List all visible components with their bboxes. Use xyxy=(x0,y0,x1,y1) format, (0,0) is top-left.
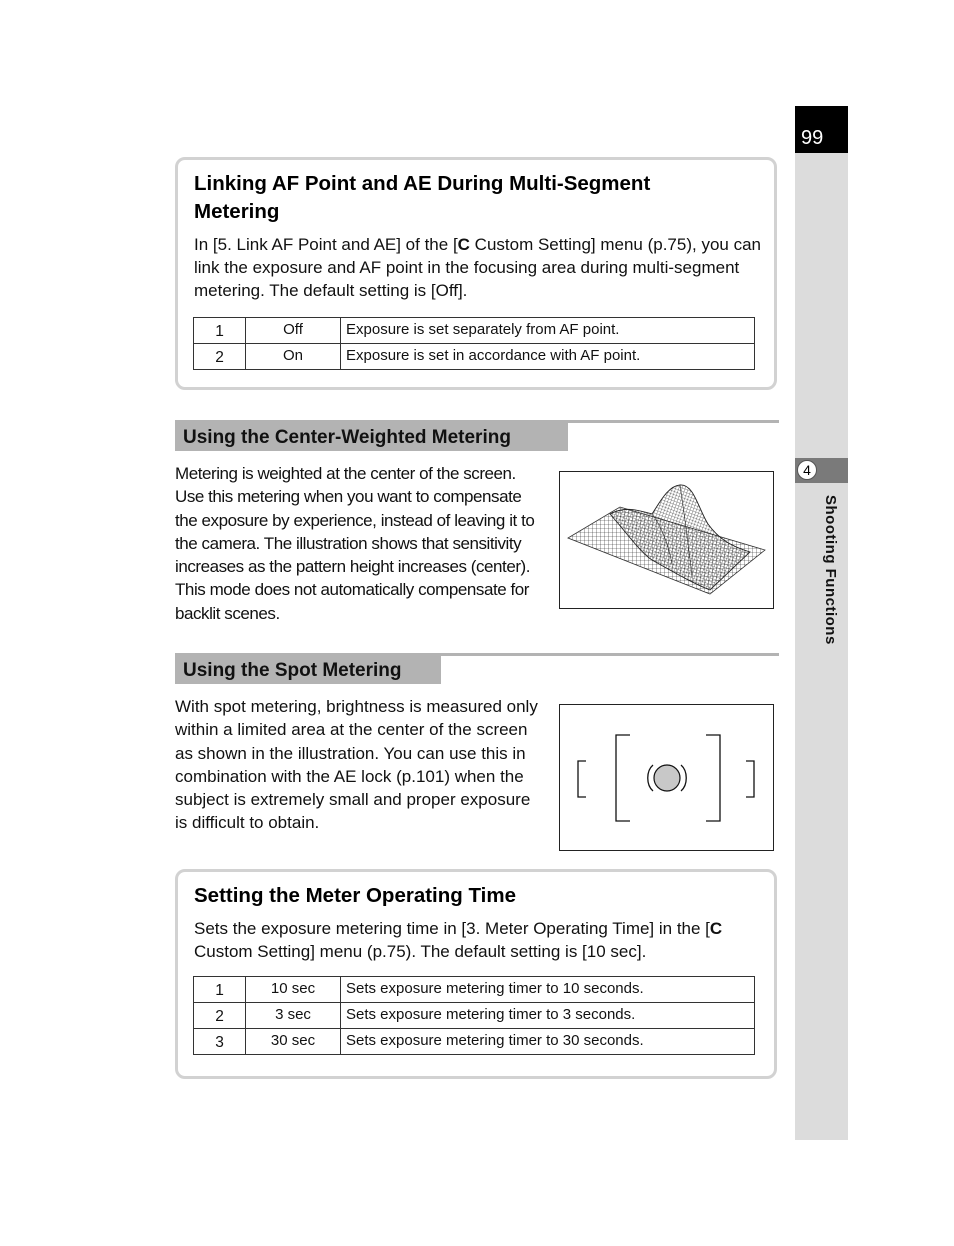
row-option: Off xyxy=(246,318,341,344)
af-link-text: In [5. Link AF Point and AE] of the [C Custom Setting] menu (p.75), you can link the exposure and AF point in the focusing area during multi-segment metering. The default setting is [Off]. xyxy=(194,235,761,300)
row-option: 3 sec xyxy=(246,1003,341,1029)
row-number: 2 xyxy=(194,1003,246,1029)
custom-setting-icon: C xyxy=(457,235,470,254)
row-description: Exposure is set in accordance with AF point. xyxy=(341,344,755,370)
meter-time-table xyxy=(193,976,755,1055)
center-weighted-heading: Using the Center-Weighted Metering xyxy=(175,423,568,451)
center-weighted-illustration xyxy=(559,471,774,609)
meter-time-title: Setting the Meter Operating Time xyxy=(194,884,516,907)
table-row xyxy=(194,1003,755,1029)
spot-text: With spot metering, brightness is measured only within a limited area at the center of the screen as shown in the illustration. You can use this in combination with the AE lock (p.101) when the subject is extremely small and proper exposure is difficult to obtain. xyxy=(175,697,538,833)
meter-time-box xyxy=(175,869,777,1079)
table-row xyxy=(194,1029,755,1055)
row-description: Sets exposure metering timer to 30 seconds. xyxy=(341,1029,755,1055)
row-description: Sets exposure metering timer to 10 seconds. xyxy=(341,977,755,1003)
row-option: 30 sec xyxy=(246,1029,341,1055)
spot-heading: Using the Spot Metering xyxy=(175,656,441,684)
table-row xyxy=(194,318,755,344)
row-number: 2 xyxy=(194,344,246,370)
spot-frame-icon xyxy=(560,705,773,850)
metering-mesh-icon xyxy=(560,472,773,608)
row-description: Sets exposure metering timer to 3 seconds. xyxy=(341,1003,755,1029)
row-number: 3 xyxy=(194,1029,246,1055)
chapter-label: Shooting Functions xyxy=(822,495,839,645)
row-description: Exposure is set separately from AF point. xyxy=(341,318,755,344)
row-number: 1 xyxy=(194,977,246,1003)
af-link-table xyxy=(193,317,755,370)
row-option: On xyxy=(246,344,341,370)
center-weighted-text: Metering is weighted at the center of the screen. Use this metering when you want to compensate the exposure by experience, instead of leaving it to the camera. The illustration shows that sensitivity increases as the pattern height increases (center). This mode does not automatically compensate for backlit scenes. xyxy=(175,464,535,623)
row-number: 1 xyxy=(194,318,246,344)
page-number: 99 xyxy=(795,106,848,153)
row-option: 10 sec xyxy=(246,977,341,1003)
table-row xyxy=(194,977,755,1003)
meter-time-text: Sets the exposure metering time in [3. Meter Operating Time] in the [C Custom Setting] menu (p.75). The default setting is [10 sec]. xyxy=(194,919,723,961)
table-row xyxy=(194,344,755,370)
af-link-title: Linking AF Point and AE During Multi-Segment Metering xyxy=(194,172,651,223)
af-link-box xyxy=(175,157,777,390)
spot-illustration xyxy=(559,704,774,851)
chapter-number: 4 xyxy=(797,460,817,480)
custom-setting-icon: C xyxy=(709,919,723,938)
